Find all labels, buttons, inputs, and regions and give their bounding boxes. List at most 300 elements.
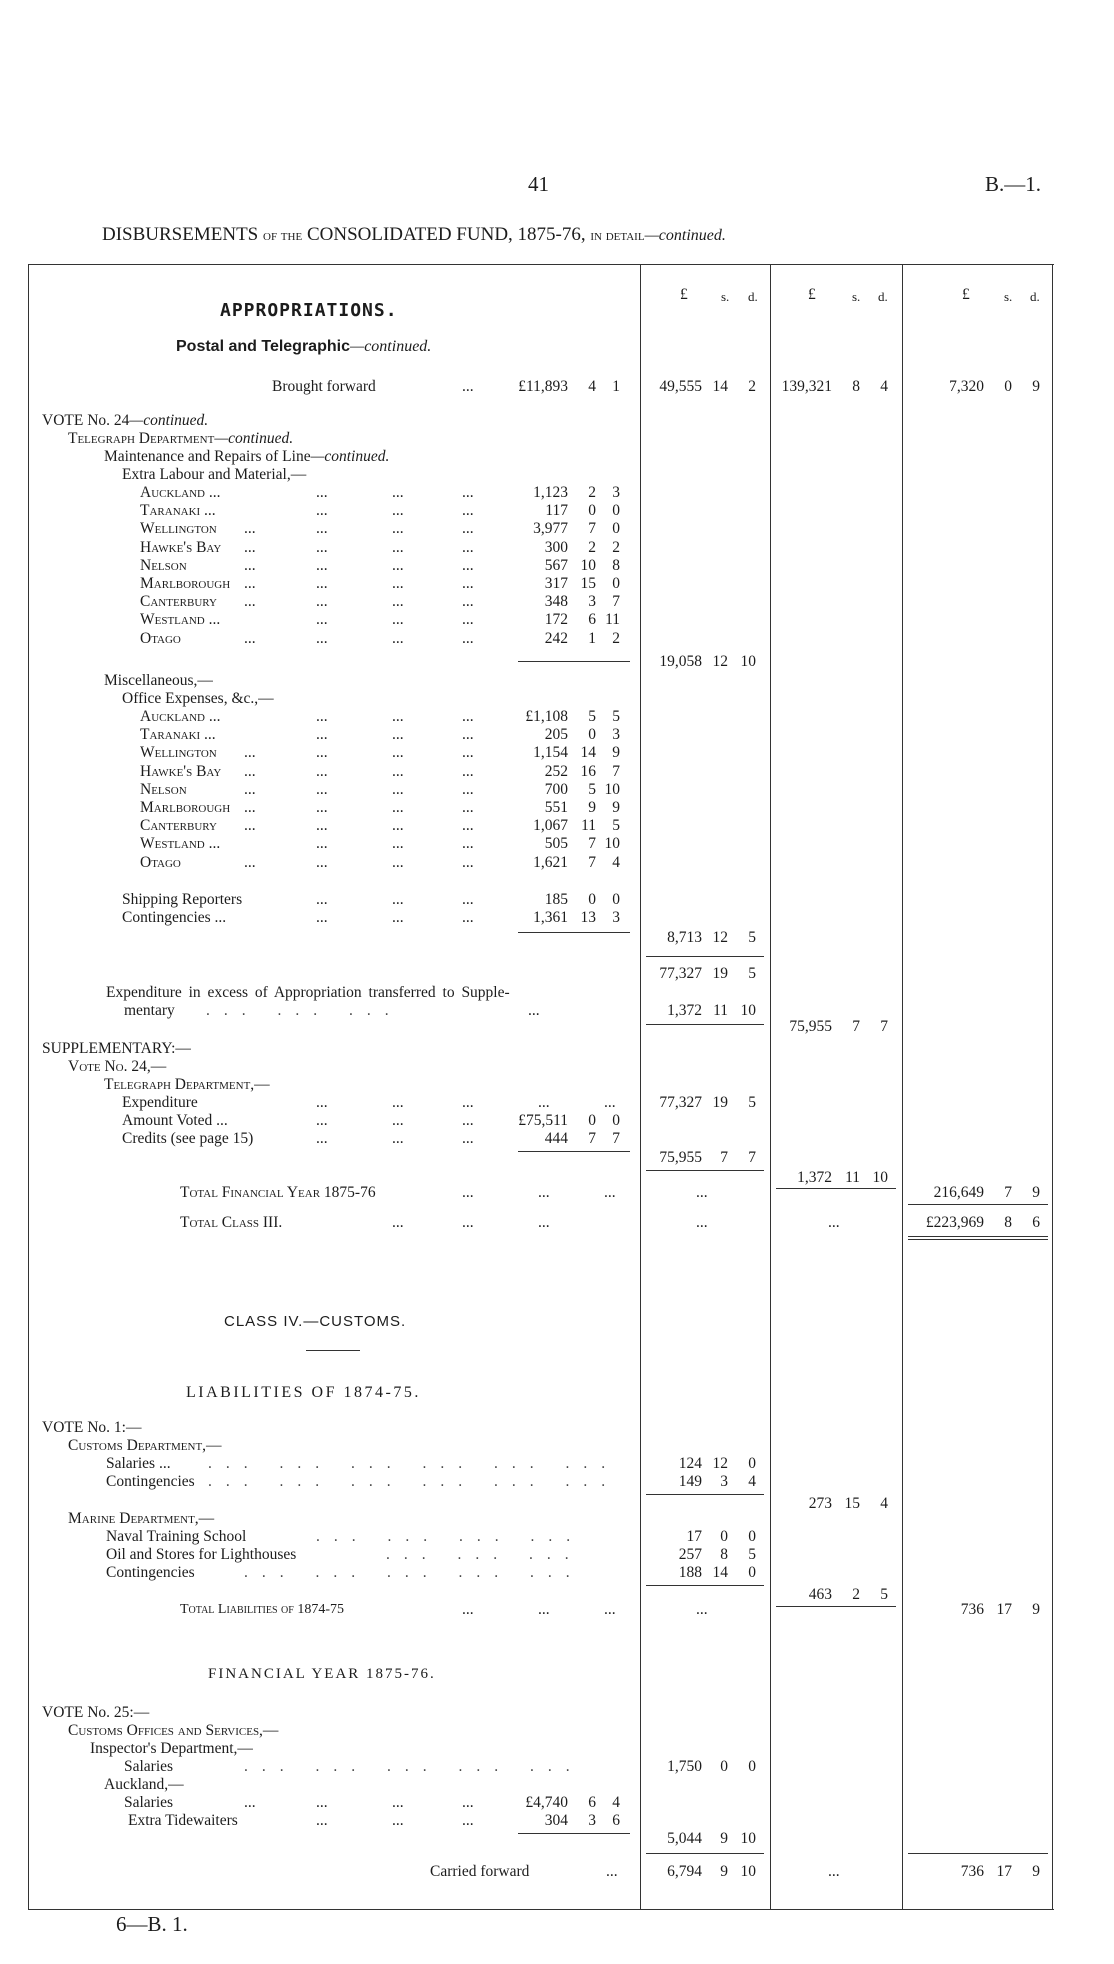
row-pounds: 1,067 <box>533 817 568 835</box>
dots: ... <box>828 1863 840 1880</box>
col2-pound-header: £ <box>680 286 688 303</box>
dots: ... <box>315 1758 370 1775</box>
dots: ... <box>387 1528 442 1545</box>
dots: ... <box>392 1094 404 1111</box>
region-name: Wellington <box>140 744 217 762</box>
region-name: Nelson <box>140 780 187 798</box>
bf-col4-pounds: 7,320 <box>949 378 984 395</box>
liab-total-label: Total Liabilities of 1874-75 <box>180 1602 345 1617</box>
dots: ... <box>316 762 328 780</box>
auck-sal-pence: 4 <box>612 1794 620 1811</box>
region-name: Nelson <box>140 556 187 574</box>
supp-dept-heading: Telegraph Department,— <box>104 1076 270 1093</box>
dots: ... <box>244 780 256 798</box>
row-pence: 7 <box>612 593 620 611</box>
row-shillings: 14 <box>580 744 596 762</box>
dots: ... <box>462 1094 474 1111</box>
dots: ... <box>316 1812 328 1829</box>
marine-dept-heading: Marine Department,— <box>68 1510 215 1527</box>
marine-total-pence: 5 <box>880 1586 888 1603</box>
cont2-pence: 0 <box>748 1564 756 1581</box>
supp-exp-pounds: 77,327 <box>659 1094 702 1111</box>
document-reference: B.—1. <box>985 172 1042 196</box>
row-pounds: 205 <box>544 726 568 744</box>
dots: ... <box>392 744 404 762</box>
dots: ... <box>462 1130 474 1147</box>
supp-credits-pence: 7 <box>612 1130 620 1147</box>
dots: ... <box>462 1794 474 1811</box>
dots: ... <box>494 1455 548 1472</box>
row-pence: 10 <box>604 835 620 853</box>
dots: ... <box>462 1184 474 1201</box>
dots: ... <box>538 1184 550 1201</box>
contingencies-label: Contingencies ... <box>122 909 227 926</box>
title-continued: —continued. <box>644 227 726 244</box>
misc-total-pence: 5 <box>748 929 756 946</box>
dots: ... <box>462 575 474 592</box>
bf-col1-pounds: £11,893 <box>518 378 568 395</box>
dots: ... <box>538 1601 550 1618</box>
auckland-rule <box>518 1833 630 1834</box>
supplementary-heading: SUPPLEMENTARY:— <box>42 1040 191 1057</box>
dots: ... <box>315 1564 370 1581</box>
excess-label-line2: mentary <box>124 1002 175 1019</box>
auck-total-pence: 10 <box>740 1830 756 1847</box>
row-shillings: 16 <box>580 762 596 780</box>
col4-pound-header: £ <box>962 286 970 303</box>
misc-total-shillings: 12 <box>712 929 728 946</box>
dots: ... <box>316 744 328 762</box>
total-fy-shillings: 7 <box>1004 1184 1012 1201</box>
dots: ... <box>316 520 328 538</box>
telegraph-dept-cont: —continued. <box>214 430 294 447</box>
bf-col3-shillings: 8 <box>852 378 860 395</box>
dots: ... <box>316 502 328 520</box>
dots: ... <box>206 1002 260 1019</box>
oil-shillings: 8 <box>720 1546 728 1563</box>
cont2-pounds: 188 <box>678 1564 702 1581</box>
office-expenses-heading: Office Expenses, &c.,— <box>122 690 274 707</box>
row-shillings: 0 <box>588 502 596 520</box>
dots: ... <box>604 1184 616 1201</box>
dots: ... <box>349 1002 403 1019</box>
dots: ... <box>606 1863 618 1880</box>
col4-left-rule <box>902 264 903 1909</box>
row-pence: 2 <box>612 538 620 556</box>
row-pence: 0 <box>612 502 620 520</box>
extra-total-shillings: 12 <box>712 653 728 670</box>
maintenance-heading <box>104 448 389 466</box>
dots: ... <box>316 1094 328 1111</box>
vote24-cont: —continued. <box>129 412 209 429</box>
liab-total-pounds: 736 <box>960 1601 984 1618</box>
contingencies-pence: 3 <box>612 909 620 926</box>
dots: ... <box>316 726 328 744</box>
dots: ... <box>696 1184 708 1201</box>
maintenance-cont: —continued. <box>310 448 390 465</box>
bf-col1-pence: 1 <box>612 378 620 395</box>
row-pounds: 3,977 <box>533 520 568 538</box>
col3-left-rule <box>770 264 771 1909</box>
leader <box>244 1564 584 1582</box>
dots: ... <box>462 708 474 725</box>
dots: ... <box>462 1812 474 1829</box>
row-shillings: 11 <box>581 817 596 835</box>
excess-shillings: 11 <box>713 1002 728 1019</box>
dots: ... <box>244 538 256 556</box>
dots: ... <box>392 629 404 647</box>
dots: ... <box>458 1758 513 1775</box>
title-fund: CONSOLIDATED FUND, 1875-76, <box>306 224 586 245</box>
supp-sub-shillings: 7 <box>720 1149 728 1166</box>
dots: ... <box>462 835 474 853</box>
dots: ... <box>316 611 328 629</box>
financial-year-heading: FINANCIAL YEAR 1875-76. <box>208 1666 436 1682</box>
dots: ... <box>316 853 328 871</box>
dots: ... <box>462 611 474 629</box>
supp-exp-pence: 5 <box>748 1094 756 1111</box>
dots: ... <box>422 1473 477 1490</box>
dots: ... <box>696 1601 708 1618</box>
dots: ... <box>828 1214 840 1231</box>
total-fy-pence: 9 <box>1032 1184 1040 1201</box>
class-iv-heading: CLASS IV.—CUSTOMS. <box>224 1313 407 1330</box>
table-top-rule <box>28 264 1054 265</box>
customs-offices-heading: Customs Offices and Services,— <box>68 1722 279 1739</box>
dots: ... <box>316 593 328 611</box>
dots: ... <box>462 1601 474 1618</box>
row-pounds: £1,108 <box>525 708 568 725</box>
dots: ... <box>458 1564 513 1581</box>
dots: ... <box>351 1455 405 1472</box>
table-right-rule <box>1052 264 1053 1909</box>
region-name: Auckland ... <box>140 484 221 501</box>
row-pence: 4 <box>612 853 620 871</box>
dots: ... <box>530 1528 585 1545</box>
tidewaiters-label: Extra Tidewaiters <box>128 1812 238 1829</box>
dots: ... <box>387 1758 441 1775</box>
dots: ... <box>422 1455 477 1472</box>
supp-vote-heading: Vote No. 24,— <box>68 1058 167 1075</box>
row-shillings: 6 <box>588 611 596 629</box>
dots: ... <box>459 1528 513 1545</box>
dots: ... <box>392 538 404 556</box>
row-shillings: 7 <box>588 520 596 538</box>
row-shillings: 1 <box>588 629 596 647</box>
table-left-rule <box>28 264 29 1909</box>
telegraph-dept-label: Telegraph Department <box>68 430 215 447</box>
supp-diff-rule <box>776 1188 896 1189</box>
region-name: Canterbury <box>140 817 217 835</box>
col4-s-header: s. <box>1004 289 1013 304</box>
oil-pence: 5 <box>748 1546 756 1563</box>
bf-col2-pence: 2 <box>748 378 756 395</box>
dots: ... <box>244 575 256 592</box>
cf-col4-shillings: 17 <box>996 1863 1012 1880</box>
total-class-rule-2 <box>908 1239 1048 1240</box>
naval-shillings: 0 <box>720 1528 728 1545</box>
leader <box>316 1528 584 1546</box>
dots: ... <box>351 1473 405 1490</box>
region-name: Marlborough <box>140 799 231 816</box>
postal-heading <box>176 338 431 356</box>
dots: ... <box>462 556 474 574</box>
dots: ... <box>279 1473 334 1490</box>
dots: ... <box>538 1094 550 1111</box>
signature-mark: 6—B. 1. <box>116 1912 188 1936</box>
supp-rule <box>518 1151 630 1152</box>
brought-forward-label: Brought forward <box>272 378 376 395</box>
dots: ... <box>316 629 328 647</box>
oil-stores-label: Oil and Stores for Lighthouses <box>106 1546 297 1563</box>
dots: ... <box>462 909 474 926</box>
title-main: DISBURSEMENTS <box>102 224 259 245</box>
vote25-heading: VOTE No. 25:— <box>42 1704 150 1721</box>
row-shillings: 0 <box>588 726 596 744</box>
dots: ... <box>244 629 256 647</box>
excess-leader <box>206 1002 403 1020</box>
row-shillings: 2 <box>588 484 596 501</box>
region-name: Hawke's Bay <box>140 762 222 780</box>
dots: ... <box>462 817 474 835</box>
row-pence: 3 <box>612 484 620 501</box>
bf-col2-shillings: 14 <box>712 378 728 395</box>
dots: ... <box>392 611 404 629</box>
naval-pence: 0 <box>748 1528 756 1545</box>
tide-shillings: 3 <box>588 1812 596 1829</box>
dots: ... <box>696 1214 708 1231</box>
customs-salaries-label: Salaries ... <box>106 1455 171 1472</box>
region-name: Westland ... <box>140 835 221 853</box>
cf-col4-pence: 9 <box>1032 1863 1040 1880</box>
row-pounds: 300 <box>544 538 568 556</box>
customs-salaries-shillings: 12 <box>712 1455 728 1472</box>
net-shillings: 7 <box>852 1018 860 1035</box>
row-shillings: 7 <box>588 853 596 871</box>
tide-pounds: 304 <box>544 1812 568 1829</box>
col3-s-header: s. <box>852 289 861 304</box>
bf-col1-shillings: 4 <box>588 378 596 395</box>
total-class-pence: 6 <box>1032 1214 1040 1231</box>
extra-total-pence: 10 <box>740 653 756 670</box>
customs-cont1-pence: 4 <box>748 1473 756 1490</box>
marine-contingencies-label: Contingencies <box>106 1564 195 1581</box>
extra-subtotal-rule <box>518 661 630 662</box>
oil-pounds: 257 <box>678 1546 702 1563</box>
dots: ... <box>530 1758 584 1775</box>
dots: ... <box>392 726 404 744</box>
leader <box>386 1546 583 1564</box>
col3-pound-header: £ <box>808 286 816 303</box>
dots: ... <box>387 1564 441 1581</box>
region-name: Taranaki ... <box>140 502 216 520</box>
dots: ... <box>244 799 256 816</box>
excess-rule <box>646 1024 764 1025</box>
row-shillings: 5 <box>588 780 596 798</box>
dots: ... <box>316 835 328 853</box>
customs-total-pence: 4 <box>880 1495 888 1512</box>
row-pence: 0 <box>612 520 620 538</box>
row-shillings: 5 <box>588 708 596 725</box>
telegraph-dept-heading <box>68 430 293 448</box>
dots: ... <box>316 817 328 835</box>
bf-col3-pounds: 139,321 <box>781 378 832 395</box>
leader <box>208 1455 619 1473</box>
dots: ... <box>462 1112 474 1129</box>
dots: ... <box>316 1130 328 1147</box>
dots: ... <box>316 891 328 908</box>
contingencies-shillings: 13 <box>580 909 596 926</box>
row-shillings: 7 <box>588 835 596 853</box>
carried-rule-c2 <box>646 1853 764 1854</box>
bf-col4-shillings: 0 <box>1004 378 1012 395</box>
extra-total-pounds: 19,058 <box>659 653 702 670</box>
excess-pounds: 1,372 <box>667 1002 702 1019</box>
title-in-detail: in detail <box>590 228 645 244</box>
excess-label-line1: Expenditure in excess of Appropriation transferred to Supple- <box>106 984 510 1001</box>
supp-credits-label: Credits (see page 15) <box>122 1130 254 1147</box>
row-pounds: 117 <box>545 502 568 520</box>
row-pence: 8 <box>612 556 620 574</box>
row-pence: 5 <box>612 817 620 835</box>
cf-col2-pence: 10 <box>740 1863 756 1880</box>
dots: ... <box>279 1455 334 1472</box>
liab-total-pence: 9 <box>1032 1601 1040 1618</box>
dots: ... <box>604 1094 616 1111</box>
page-number: 41 <box>528 172 549 196</box>
dots: ... <box>462 1214 474 1231</box>
misc-total-pounds: 8,713 <box>667 929 702 946</box>
bf-col4-pence: 9 <box>1032 378 1040 395</box>
leader <box>244 1758 584 1776</box>
bf-col3-pence: 4 <box>880 378 888 395</box>
dots: ... <box>392 502 404 520</box>
total-fy-label: Total Financial Year 1875-76 <box>180 1184 376 1201</box>
carried-forward-label: Carried forward <box>430 1863 530 1880</box>
supp-sub-rule <box>646 1170 764 1171</box>
leader <box>208 1473 619 1491</box>
shipping-pounds: 185 <box>544 891 568 908</box>
supp-voted-label: Amount Voted ... <box>122 1112 228 1129</box>
insp-sal-pence: 0 <box>748 1758 756 1775</box>
dots: ... <box>316 538 328 556</box>
row-pounds: 1,123 <box>533 484 568 501</box>
class-iv-underline <box>306 1350 360 1351</box>
dots: ... <box>244 744 256 762</box>
postal-title: Postal and Telegraphic <box>176 338 350 355</box>
customs-rule <box>646 1494 764 1495</box>
cf-col4-pounds: 736 <box>960 1863 984 1880</box>
dots: ... <box>565 1473 620 1490</box>
total-fy-rule <box>908 1204 1048 1205</box>
auck-total-pounds: 5,044 <box>667 1830 702 1847</box>
dots: ... <box>392 484 404 501</box>
dots: ... <box>392 799 404 816</box>
dots: ... <box>316 556 328 574</box>
dots: ... <box>392 853 404 871</box>
region-name: Auckland ... <box>140 708 221 725</box>
dots: ... <box>392 891 404 908</box>
dots: ... <box>462 502 474 520</box>
dots: ... <box>462 891 474 908</box>
naval-school-label: Naval Training School <box>106 1528 247 1545</box>
col2-d-header: d. <box>748 289 758 304</box>
total-class-rule-1 <box>908 1236 1048 1237</box>
col3-d-header: d. <box>878 289 888 304</box>
row-pence: 7 <box>612 762 620 780</box>
dots: ... <box>392 762 404 780</box>
page-title <box>102 224 726 246</box>
dots: ... <box>244 853 256 871</box>
supp-exp-shillings: 19 <box>712 1094 728 1111</box>
dots: ... <box>244 556 256 574</box>
total-fy-pounds: 216,649 <box>933 1184 984 1201</box>
dots: ... <box>462 538 474 556</box>
supp-expenditure-label: Expenditure <box>122 1094 198 1111</box>
dots: ... <box>392 780 404 798</box>
customs-cont1-pounds: 149 <box>678 1473 702 1490</box>
naval-pounds: 17 <box>686 1528 702 1545</box>
row-pounds: 505 <box>544 835 568 853</box>
col2-s-header: s. <box>721 289 730 304</box>
supp-diff-pence: 10 <box>872 1169 888 1186</box>
marine-rule <box>646 1585 764 1586</box>
auck-total-shillings: 9 <box>720 1830 728 1847</box>
net-pounds: 75,955 <box>789 1018 832 1035</box>
auckland-heading: Auckland,— <box>104 1776 184 1793</box>
excess-pence: 10 <box>740 1002 756 1019</box>
dots: ... <box>538 1214 550 1231</box>
row-pence: 10 <box>604 780 620 798</box>
dots: ... <box>316 909 328 926</box>
col2-left-rule <box>640 264 641 1909</box>
dots: ... <box>244 1564 298 1581</box>
total-class-label: Total Class III. <box>180 1214 283 1231</box>
shipping-pence: 0 <box>612 891 620 908</box>
dots: ... <box>392 835 404 853</box>
tide-pence: 6 <box>612 1812 620 1829</box>
dots: ... <box>392 817 404 835</box>
total-class-shillings: 8 <box>1004 1214 1012 1231</box>
row-pounds: 1,154 <box>533 744 568 762</box>
misc-heading: Miscellaneous,— <box>104 672 213 689</box>
dots: ... <box>316 1112 328 1129</box>
customs-total-pounds: 273 <box>808 1495 832 1512</box>
dots: ... <box>462 762 474 780</box>
dots: ... <box>386 1546 440 1563</box>
dots: ... <box>244 1758 298 1775</box>
title-of-the: of the <box>263 228 303 244</box>
cont2-shillings: 14 <box>712 1564 728 1581</box>
row-pounds: 317 <box>544 575 568 592</box>
dots: ... <box>244 1794 256 1811</box>
row-pence: 0 <box>612 575 620 592</box>
extra-labour-heading: Extra Labour and Material,— <box>122 466 307 483</box>
dots: ... <box>392 1214 404 1231</box>
marine-total-pounds: 463 <box>808 1586 832 1603</box>
dots: ... <box>392 1812 404 1829</box>
liab-rule <box>776 1606 896 1607</box>
dots: ... <box>392 1112 404 1129</box>
vote24-label: VOTE No. 24 <box>42 412 130 429</box>
row-pence: 9 <box>612 744 620 762</box>
dots: ... <box>316 708 328 725</box>
dots: ... <box>392 909 404 926</box>
row-pounds: 172 <box>544 611 568 629</box>
maintenance-label: Maintenance and Repairs of Line <box>104 448 311 465</box>
customs-cont1-shillings: 3 <box>720 1473 728 1490</box>
inspector-heading: Inspector's Department,— <box>90 1740 253 1757</box>
